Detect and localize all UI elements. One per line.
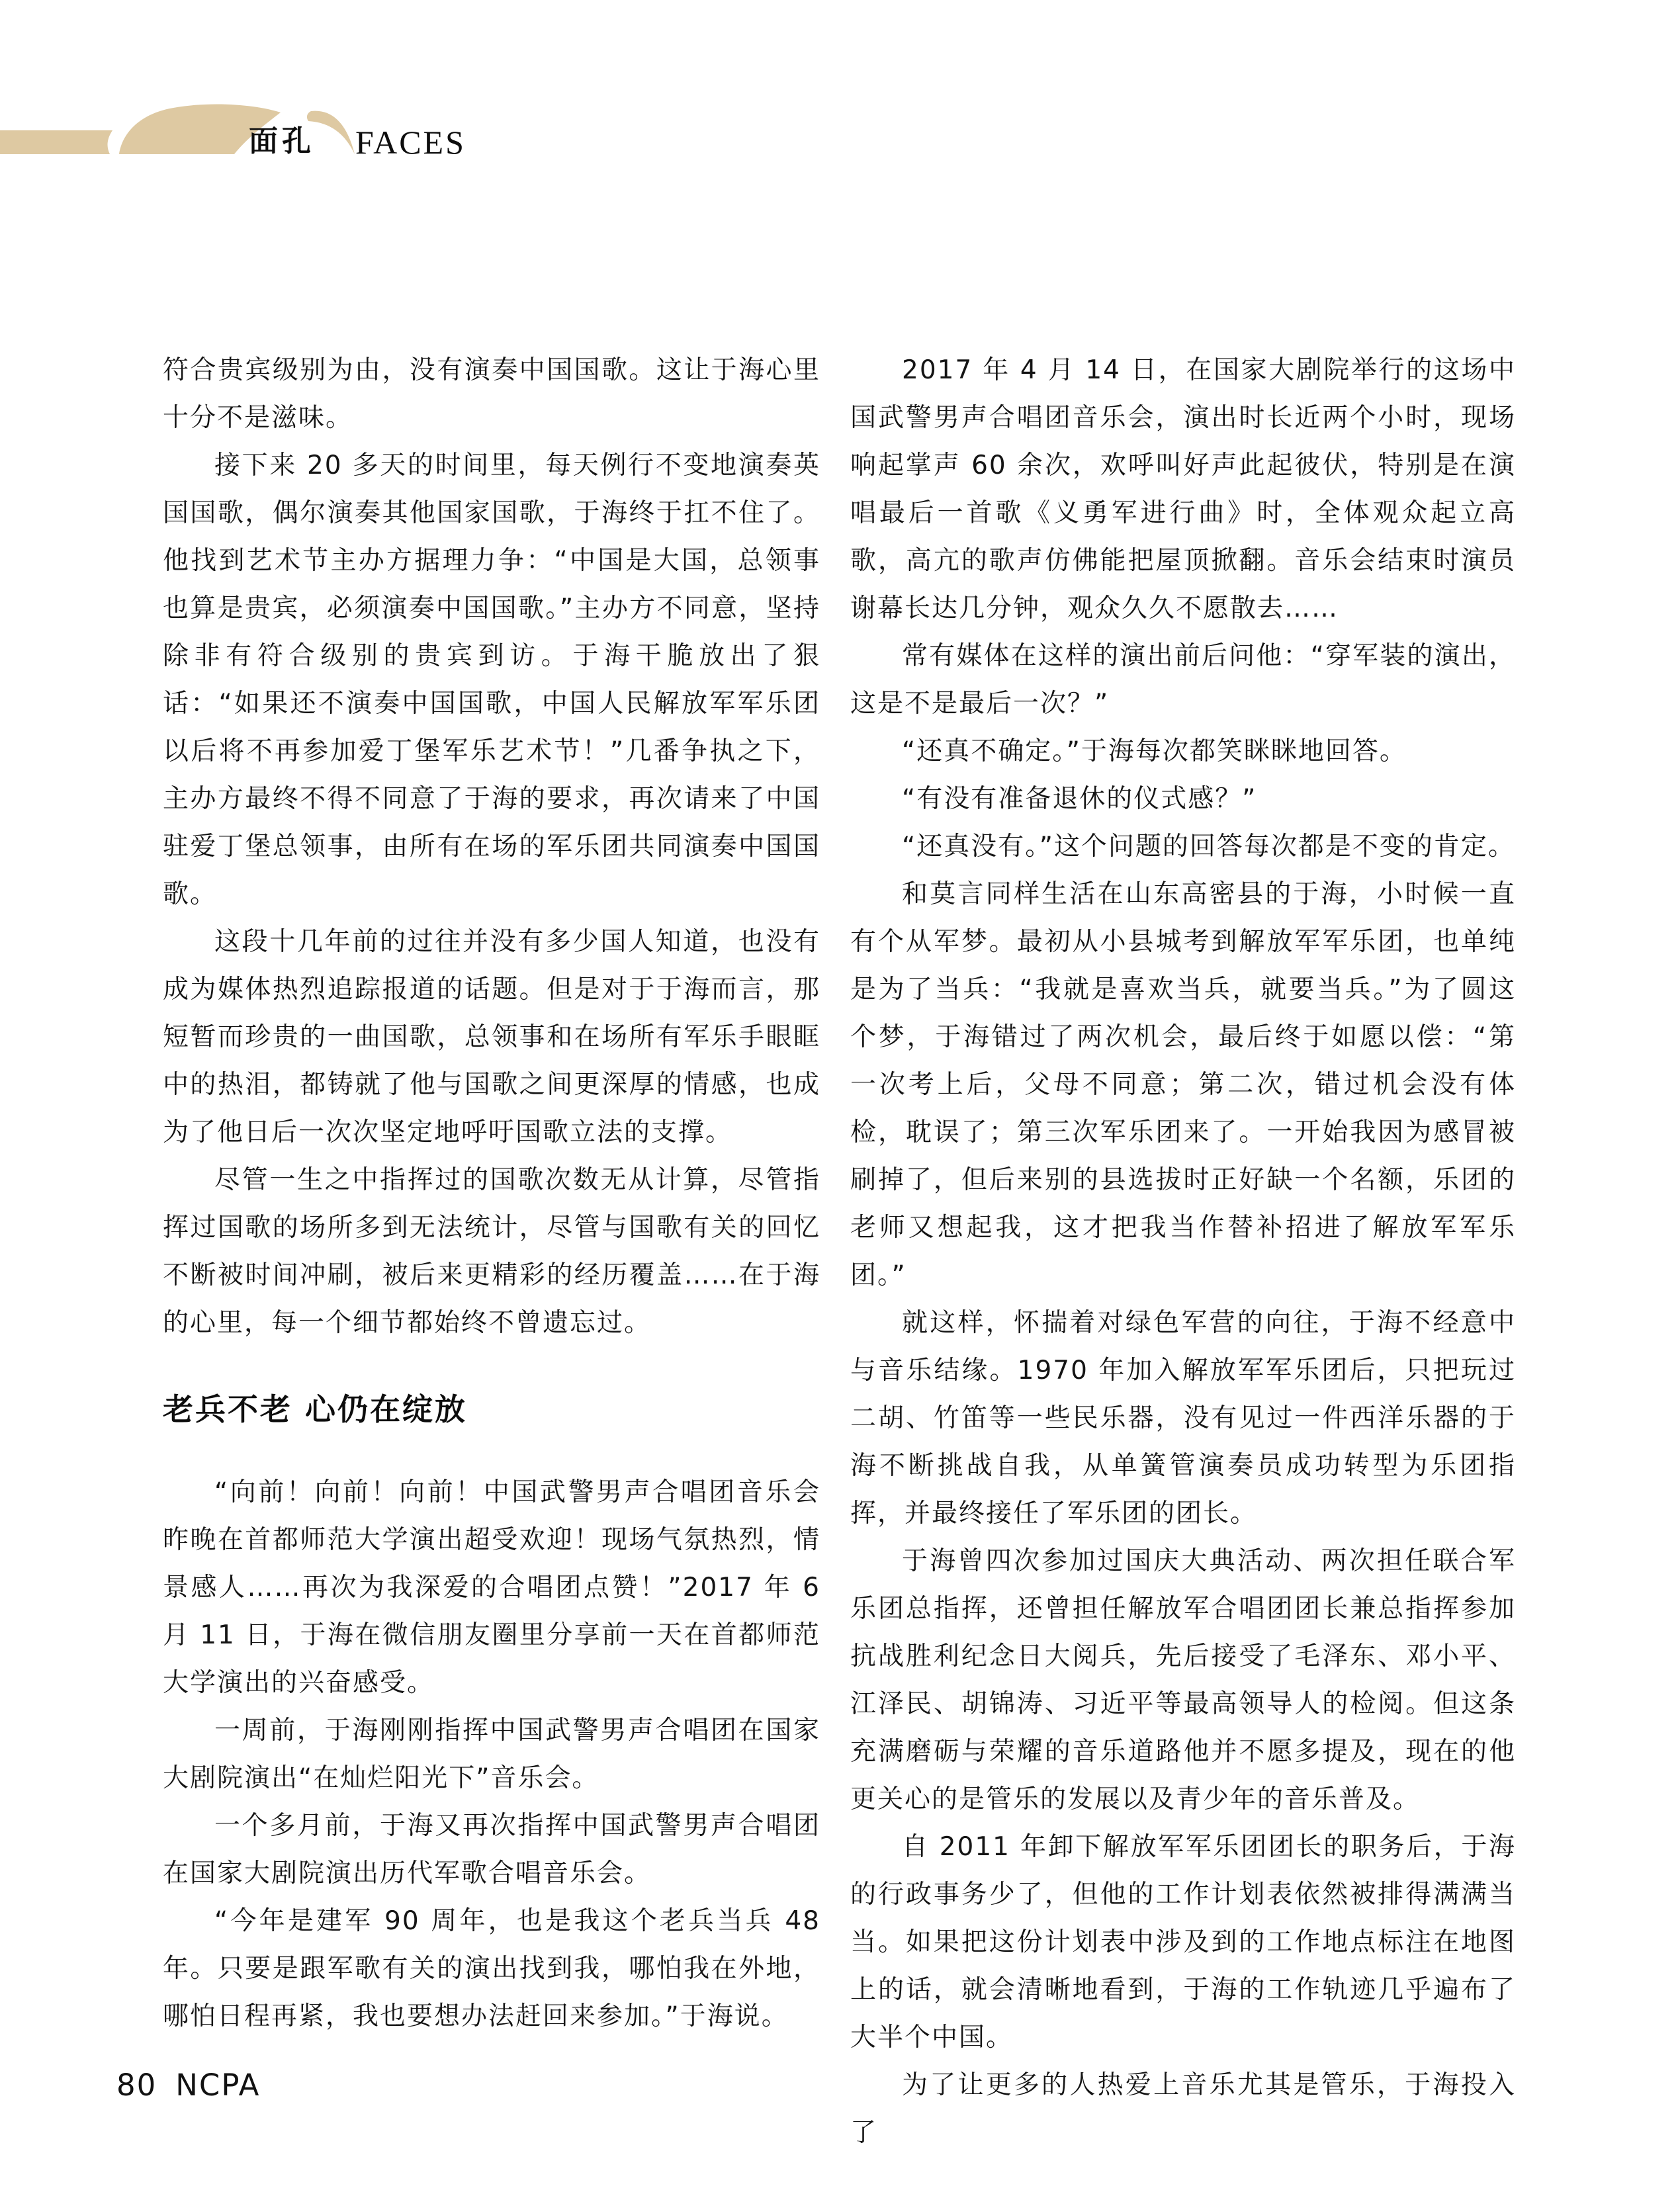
section-title-english: FACES — [355, 124, 466, 161]
journal-abbreviation: NCPA — [175, 2068, 261, 2103]
paragraph: 接下来 20 多天的时间里，每天例行不变地演奏英国国歌，偶尔演奏其他国家国歌，于海终于扛不住了。他找到艺术节主办方据理力争：“中国是大国，总领事也算是贵宾，必须演奏中国国歌。”主办方不同意，坚持除非有符合级别的贵宾到访。于海干脆放出了狠话：“如果还不演奏中国国歌，中国人民解放军军乐团以后将不再参加爱丁堡军乐艺术节！”几番争执之下，主办方最终不得不同意了于海的要求，再次请来了中国驻爱丁堡总领事，由所有在场的军乐团共同演奏中国国歌。 — [163, 451, 820, 909]
paragraph: 这段十几年前的过往并没有多少国人知道，也没有成为媒体热烈追踪报道的话题。但是对于于海而言，那短暂而珍贵的一曲国歌，总领事和在场所有军乐手眼眶中的热泪，都铸就了他与国歌之间更深厚的情感，也成为了他日后一次次坚定地呼吁国歌立法的支撑。 — [163, 927, 820, 1147]
article-right-column — [850, 347, 1516, 2157]
section-title-chinese: 面孔 — [249, 124, 315, 158]
article-left-column — [163, 347, 820, 2040]
page-footer — [116, 2070, 260, 2101]
paragraph: 一个多月前，于海又再次指挥中国武警男声合唱团在国家大剧院演出历代军歌合唱音乐会。 — [163, 1811, 820, 1888]
paragraph: “向前！向前！向前！中国武警男声合唱团音乐会昨晚在首都师范大学演出超受欢迎！现场气氛热烈，情景感人……再次为我深爱的合唱团点赞！”2017 年 6 月 11 日，于海在微信朋友圈里分享前一天在首都师范大学演出的兴奋感受。 — [163, 1477, 820, 1698]
paragraph: 一周前，于海刚刚指挥中国武警男声合唱团在国家大剧院演出“在灿烂阳光下”音乐会。 — [163, 1716, 820, 1793]
paragraph: 常有媒体在这样的演出前后问他：“穿军装的演出，这是不是最后一次？” — [850, 641, 1516, 719]
paragraph: “今年是建军 90 周年，也是我这个老兵当兵 48 年。只要是跟军歌有关的演出找到我，哪怕我在外地，哪怕日程再紧，我也要想办法赶回来参加。”于海说。 — [163, 1906, 820, 2031]
paragraph: “有没有准备退休的仪式感？” — [902, 784, 1257, 814]
paragraph: 为了让更多的人热爱上音乐尤其是管乐，于海投入了 — [850, 2070, 1516, 2148]
page-number: 80 — [116, 2068, 157, 2103]
paragraph: 尽管一生之中指挥过的国歌次数无从计算，尽管指挥过国歌的场所多到无法统计，尽管与国歌有关的回忆不断被时间冲刷，被后来更精彩的经历覆盖……在于海的心里，每一个细节都始终不曾遗忘过。 — [163, 1165, 820, 1338]
paragraph: “还真没有。”这个问题的回答每次都是不变的肯定。 — [902, 832, 1515, 861]
paragraph: 于海曾四次参加过国庆大典活动、两次担任联合军乐团总指挥，还曾担任解放军合唱团团长兼总指挥参加抗战胜利纪念日大阅兵，先后接受了毛泽东、邓小平、江泽民、胡锦涛、习近平等最高领导人的检阅。但这条充满磨砺与荣耀的音乐道路他并不愿多提及，现在的他更关心的是管乐的发展以及青少年的音乐普及。 — [850, 1546, 1516, 1814]
paragraph: 符合贵宾级别为由，没有演奏中国国歌。这让于海心里十分不是滋味。 — [163, 355, 820, 433]
paragraph: 和莫言同样生活在山东高密县的于海，小时候一直有个从军梦。最初从小县城考到解放军军乐团，也单纯是为了当兵：“我就是喜欢当兵，就要当兵。”为了圆这个梦，于海错过了两次机会，最后终于如愿以偿：“第一次考上后，父母不同意；第二次，错过机会没有体检，耽误了；第三次军乐团来了。一开始我因为感冒被刷掉了，但后来别的县选拔时正好缺一个名额，乐团的老师又想起我，这才把我当作替补招进了解放军军乐团。” — [850, 879, 1516, 1290]
paragraph: 自 2011 年卸下解放军军乐团团长的职务后，于海的行政事务少了，但他的工作计划表依然被排得满满当当。如果把这份计划表中涉及到的工作地点标注在地图上的话，就会清晰地看到，于海的工作轨迹几乎遍布了大半个中国。 — [850, 1832, 1516, 2052]
swoosh-bar-shape — [0, 130, 112, 154]
paragraph: “还真不确定。”于海每次都笑眯眯地回答。 — [902, 736, 1407, 766]
paragraph: 2017 年 4 月 14 日，在国家大剧院举行的这场中国武警男声合唱团音乐会，演出时长近两个小时，现场响起掌声 60 余次，欢呼叫好声此起彼伏，特别是在演唱最后一首歌《义勇军进行曲》时，全体观众起立高歌，高亢的歌声仿佛能把屋顶掀翻。音乐会结束时演员谢幕长达几分钟，观众久久不愿散去…… — [850, 355, 1516, 623]
paragraph: 就这样，怀揣着对绿色军营的向往，于海不经意中与音乐结缘。1970 年加入解放军军乐团后，只把玩过二胡、竹笛等一些民乐器，没有见过一件西洋乐器的于海不断挑战自我，从单簧管演奏员成功转型为乐团指挥，并最终接任了军乐团的团长。 — [850, 1308, 1516, 1528]
article-subheading: 老兵不老 心仍在绽放 — [163, 1391, 468, 1427]
